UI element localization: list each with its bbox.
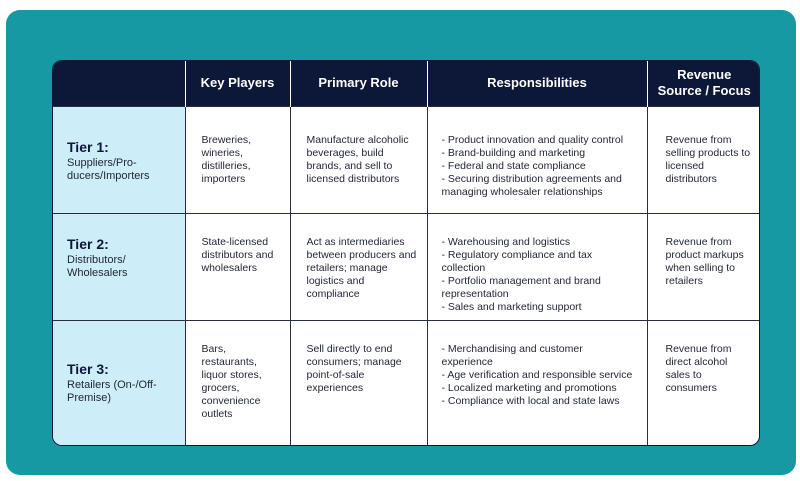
primary-role-cell: Manufacture alcoholic beverages, build brands, and sell to licensed distributors — [290, 106, 427, 213]
revenue-cell: Revenue from selling products to licensed distributors — [647, 106, 760, 213]
key-players-cell: State-licensed distributors and wholesalers — [185, 213, 290, 320]
responsibilities-cell — [427, 213, 647, 320]
tier-description: Suppliers/Pro-ducers/Importers — [67, 156, 150, 182]
key-players-cell: Breweries, wineries, distilleries, importers — [185, 106, 290, 213]
tier-cell — [53, 106, 185, 213]
responsibility-item: - Merchandising and customer experience — [441, 342, 583, 368]
header-row — [53, 61, 760, 106]
teal-frame — [6, 10, 796, 475]
table-row — [53, 213, 760, 320]
tier-name: Tier 3: — [67, 360, 109, 377]
revenue-cell: Revenue from direct alcohol sales to consumers — [647, 320, 760, 446]
primary-role-cell: Act as intermediaries between producers and retailers; manage logistics and compliance — [290, 213, 427, 320]
responsibility-item: - Securing distribution agreements and managing wholesaler relationships — [441, 172, 622, 198]
responsibility-item: - Warehousing and logistics — [441, 235, 571, 248]
revenue-cell: Revenue from product markups when selling to retailers — [647, 213, 760, 320]
responsibility-item: - Compliance with local and state laws — [441, 394, 620, 407]
tier-description: Retailers (On-/Off-Premise) — [67, 378, 157, 404]
responsibility-item: - Federal and state compliance — [441, 159, 586, 172]
header-revenue: Revenue Source / Focus — [647, 61, 760, 106]
tier-name: Tier 2: — [67, 235, 109, 252]
header-key-players: Key Players — [185, 61, 290, 106]
tier-cell — [53, 320, 185, 446]
responsibilities-cell — [427, 106, 647, 213]
responsibility-item: - Regulatory compliance and tax collection — [441, 248, 593, 274]
tier-description: Distributors/ Wholesalers — [67, 253, 128, 279]
primary-role-cell: Sell directly to end consumers; manage point-of-sale experiences — [290, 320, 427, 446]
tier-system-table — [52, 60, 760, 446]
responsibility-item: - Localized marketing and promotions — [441, 381, 617, 394]
header-tier — [53, 61, 185, 106]
responsibility-item: - Age verification and responsible service — [441, 368, 633, 381]
header-responsibilities: Responsibilities — [427, 61, 647, 106]
table — [53, 61, 760, 446]
responsibilities-cell — [427, 320, 647, 446]
table-row — [53, 106, 760, 213]
responsibility-item: - Product innovation and quality control — [441, 133, 624, 146]
table-row — [53, 320, 760, 446]
tier-name: Tier 1: — [67, 138, 109, 155]
responsibility-item: - Portfolio management and brand representation — [441, 274, 601, 300]
tier-cell — [53, 213, 185, 320]
header-primary-role: Primary Role — [290, 61, 427, 106]
responsibility-item: - Sales and marketing support — [441, 300, 582, 313]
responsibility-item: - Brand-building and marketing — [441, 146, 586, 159]
key-players-cell: Bars, restaurants, liquor stores, grocers, convenience outlets — [185, 320, 290, 446]
